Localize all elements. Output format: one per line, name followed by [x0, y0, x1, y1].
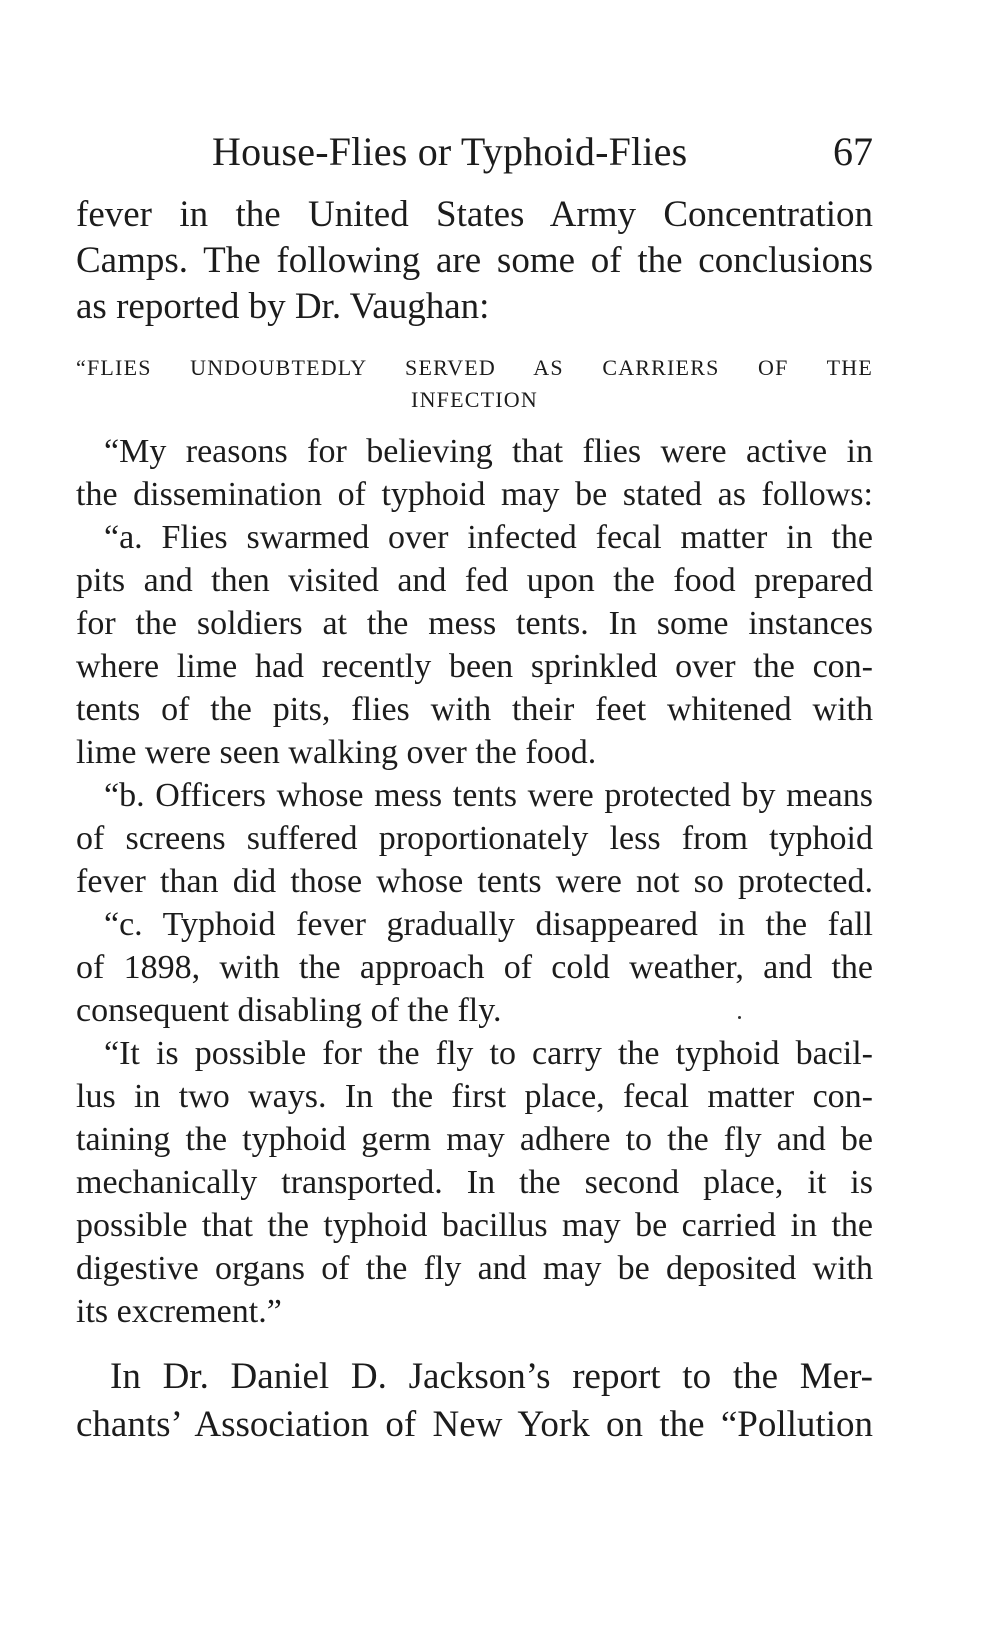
- text-line: Camps. The following are some of the conclusions: [76, 240, 873, 281]
- running-title: House-Flies or Typhoid-Flies: [212, 129, 688, 174]
- text-line: fever in the United States Army Concentration: [76, 194, 873, 235]
- text-line: “c. Typhoid fever gradually disappeared in the fall: [104, 906, 873, 943]
- book-page: [76, 128, 873, 1449]
- text-line: consequent disabling of the fly.: [76, 992, 502, 1029]
- intro-paragraph: [76, 192, 873, 330]
- closing-paragraph: [76, 1353, 873, 1449]
- text-line: lus in two ways. In the first place, fecal matter con-: [76, 1078, 873, 1115]
- text-line: where lime had recently been sprinkled over the con-: [76, 648, 873, 685]
- text-line: fever than did those whose tents were not so protected.: [76, 863, 873, 900]
- text-line: its excrement.”: [76, 1293, 282, 1330]
- text-line: of 1898, with the approach of cold weather, and the: [76, 949, 873, 986]
- text-line: “b. Officers whose mess tents were protected by means: [104, 777, 873, 814]
- text-line: taining the typhoid germ may adhere to the fly and be: [76, 1121, 873, 1158]
- print-speck: [738, 1016, 741, 1019]
- text-line: the dissemination of typhoid may be stated as follows:: [76, 476, 873, 513]
- heading-line: INFECTION: [411, 387, 538, 412]
- text-line: mechanically transported. In the second place, it is: [76, 1164, 873, 1201]
- text-line: for the soldiers at the mess tents. In some instances: [76, 605, 873, 642]
- text-line: “My reasons for believing that flies were active in: [104, 433, 873, 470]
- text-line: possible that the typhoid bacillus may be carried in the: [76, 1207, 873, 1244]
- text-line: digestive organs of the fly and may be deposited with: [76, 1250, 873, 1287]
- text-line: pits and then visited and fed upon the food prepared: [76, 562, 873, 599]
- text-line: “It is possible for the fly to carry the typhoid bacil-: [104, 1035, 873, 1072]
- text-line: In Dr. Daniel D. Jackson’s report to the Mer-: [110, 1356, 873, 1397]
- heading-line: “FLIES UNDOUBTEDLY SERVED AS CARRIERS OF THE: [76, 355, 873, 380]
- text-line: as reported by Dr. Vaughan:: [76, 286, 490, 327]
- page-header: [76, 128, 873, 184]
- page-number: 67: [833, 129, 873, 174]
- quoted-report: [76, 430, 873, 1333]
- text-line: chants’ Association of New York on the “Pollution: [76, 1404, 873, 1445]
- text-line: of screens suffered proportionately less from typhoid: [76, 820, 873, 857]
- text-line: lime were seen walking over the food.: [76, 734, 597, 771]
- text-line: tents of the pits, flies with their feet whitened with: [76, 691, 873, 728]
- section-heading: [76, 352, 873, 416]
- text-line: “a. Flies swarmed over infected fecal matter in the: [104, 519, 873, 556]
